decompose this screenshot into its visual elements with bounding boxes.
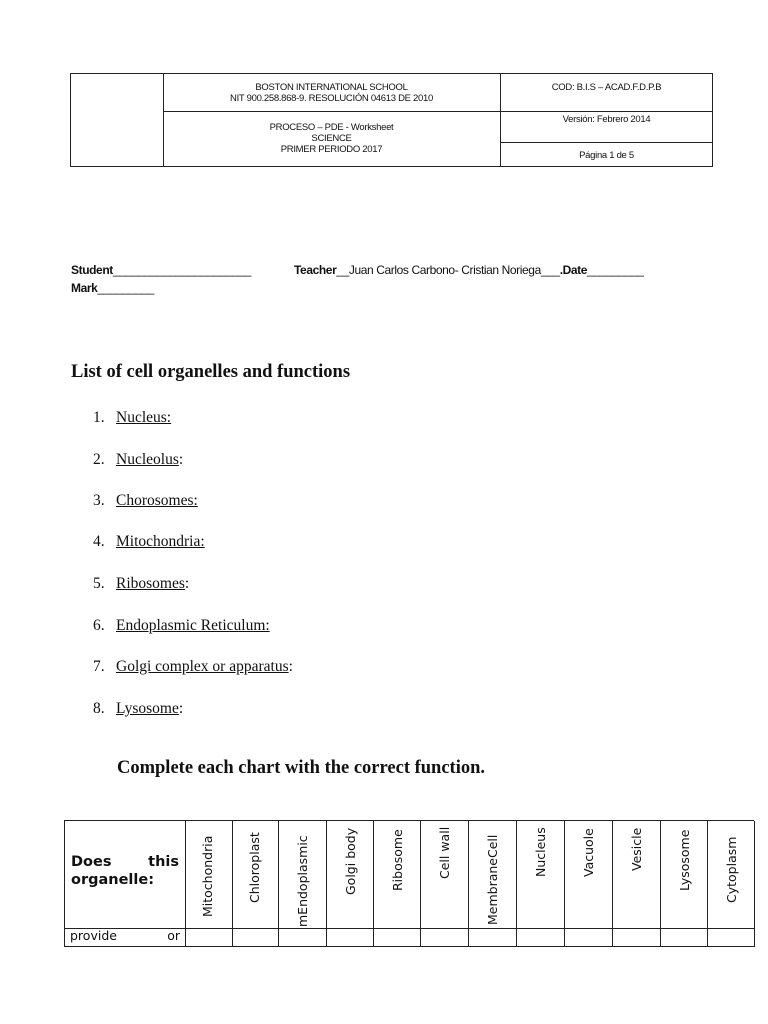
row-label: provide or: [70, 928, 180, 943]
column-header: Chloroplast: [247, 832, 262, 903]
school-nit: NIT 900.258.868-9. RESOLUCIÓN 04613 DE 2010: [230, 93, 433, 104]
document-code: COD: B.I.S – ACAD.F.D.P.B: [551, 82, 662, 93]
mark-line: [71, 281, 154, 295]
process-cell: [163, 122, 500, 155]
mark-label: Mark: [71, 281, 98, 295]
column-header: Golgi body: [343, 827, 358, 895]
column-header: Nucleus: [533, 827, 548, 877]
list-item: 4. Mitochondria:: [93, 533, 205, 550]
page-title: List of cell organelles and functions: [71, 362, 351, 382]
column-header: Cytoplasm: [724, 836, 739, 903]
column-header: Ribosome: [390, 829, 405, 891]
column-header: mEndoplasmic: [295, 835, 310, 927]
list-item: 5. Ribosomes:: [93, 575, 190, 592]
page-number: Página 1 de 5: [579, 150, 634, 161]
list-item: 1. Nucleus:: [93, 409, 172, 426]
student-blank[interactable]: ______________________: [112, 263, 251, 277]
list-item: 3. Chorosomes:: [93, 492, 198, 509]
document-header-box: [70, 73, 713, 167]
date-label: .Date: [559, 263, 588, 277]
list-item: 7. Golgi complex or apparatus:: [93, 658, 293, 675]
column-header: Vesicle: [629, 827, 644, 871]
list-item: 8. Lysosome:: [93, 700, 184, 717]
question-label: Does this organelle:: [71, 854, 179, 888]
column-header: Lysosome: [677, 829, 692, 891]
teacher-label: Teacher: [294, 263, 337, 277]
column-header: MembraneCell: [485, 834, 500, 925]
period-name: PRIMER PERIODO 2017: [280, 144, 383, 155]
student-line: [71, 263, 251, 277]
school-name-cell: [163, 82, 500, 104]
chart-instructions: Complete each chart with the correct function.: [117, 758, 486, 778]
subject-name: SCIENCE: [311, 133, 352, 144]
mark-blank[interactable]: _________: [97, 281, 154, 295]
list-item: 6. Endoplasmic Reticulum:: [93, 617, 270, 634]
version-text: Versión: Febrero 2014: [562, 114, 651, 125]
list-item: 2. Nucleolus:: [93, 451, 184, 468]
column-header: Cell wall: [437, 826, 452, 879]
student-label: Student: [71, 263, 113, 277]
organelle-chart-table: [64, 820, 754, 947]
process-name: PROCESO – PDE - Worksheet: [269, 122, 394, 133]
date-blank[interactable]: _________: [587, 263, 644, 277]
teacher-line: [294, 263, 644, 277]
school-name: BOSTON INTERNATIONAL SCHOOL: [255, 82, 408, 93]
teacher-value: __Juan Carlos Carbono- Cristian Noriega___: [336, 263, 560, 277]
column-header: Vacuole: [581, 828, 596, 877]
column-header: Mitochondria: [200, 835, 215, 917]
